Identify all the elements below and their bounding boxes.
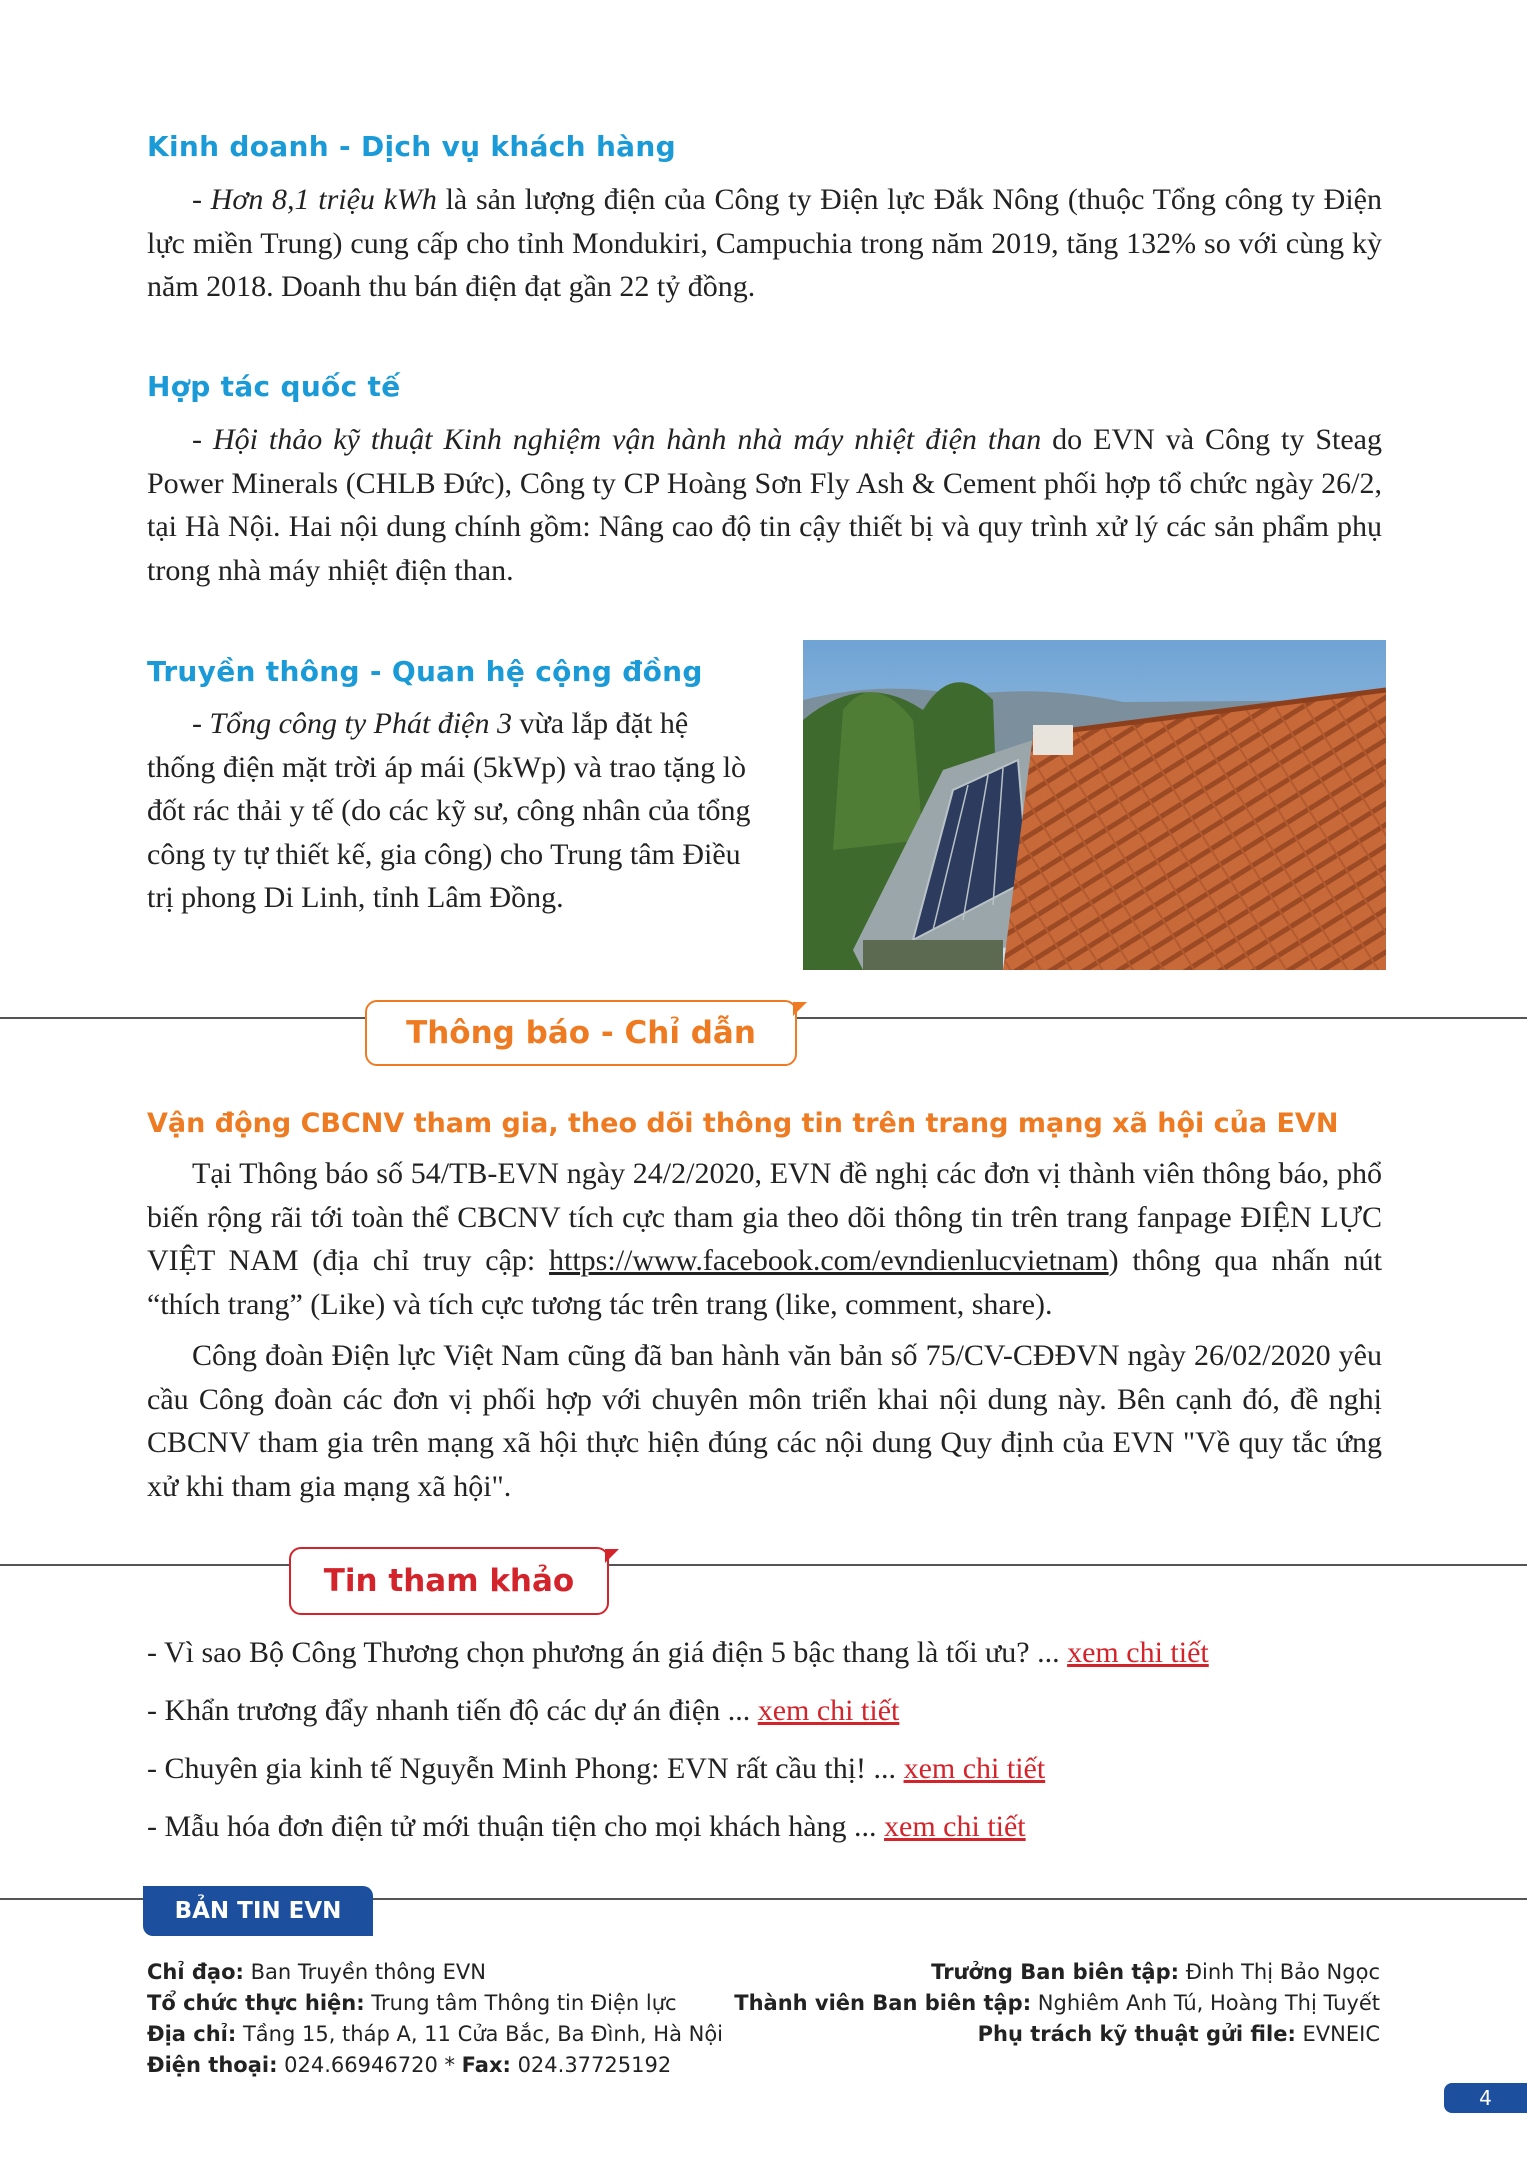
notice-p1-text: Tại Thông báo số 54/TB-EVN ngày 24/2/2020, EVN đề nghị các đơn vị thành viên thông báo, phổ biến rộng rãi tới toàn thể CBCNV tích cực tham gia theo dõi thông tin trên trang fanpage ĐIỆN LỰC VIỆT NAM (địa chỉ truy cập:	[147, 1157, 1382, 1277]
reference-tab	[289, 1547, 609, 1615]
footer-key: Fax:	[461, 2053, 511, 2077]
footer-value: Đinh Thị Bảo Ngọc	[1179, 1960, 1380, 1984]
communication-body: vừa lắp đặt hệ thống điện mặt trời áp mái (5kWp) và trao tặng lò đốt rác thải y tế (do các kỹ sư, công nhân của tổng công ty tự thiết kế, gia công) cho Trung tâm Điều trị phong Di Linh, tỉnh Lâm Đồng.	[147, 707, 751, 914]
reference-detail-link[interactable]: xem chi tiết	[757, 1694, 900, 1727]
reference-item-text: - Khẩn trương đẩy nhanh tiến độ các dự án điện ...	[147, 1694, 758, 1727]
footer-line	[147, 1988, 723, 2019]
notice-heading: Vận động CBCNV tham gia, theo dõi thông tin trên trang mạng xã hội của EVN	[147, 1108, 1339, 1139]
footer-line	[147, 1957, 723, 1988]
footer-line	[734, 1988, 1380, 2019]
reference-detail-link[interactable]: xem chi tiết	[903, 1752, 1046, 1785]
notice-tab-corner	[793, 1002, 807, 1016]
footer-key: Phụ trách kỹ thuật gửi file:	[977, 2022, 1296, 2046]
solar-roof-photo	[803, 640, 1386, 970]
international-body: do EVN và Công ty Steag Power Minerals (CHLB Đức), Công ty CP Hoàng Sơn Fly Ash & Cement phối hợp tổ chức ngày 26/2, tại Hà Nội. Hai nội dung chính gồm: Nâng cao độ tin cậy thiết bị và quy trình xử lý các sản phẩm phụ trong nhà máy nhiệt điện than.	[147, 423, 1383, 587]
footer-key: Địa chỉ:	[147, 2022, 237, 2046]
footer-value: Trung tâm Thông tin Điện lực	[364, 1991, 677, 2015]
footer-left	[147, 1957, 723, 2081]
notice-tab	[365, 1000, 797, 1066]
footer-line	[734, 2019, 1380, 2050]
communication-paragraph	[147, 702, 759, 920]
footer-key: Thành viên Ban biên tập:	[734, 1991, 1032, 2015]
notice-tab-label: Thông báo - Chỉ dẫn	[406, 1015, 756, 1051]
footer-key: Chỉ đạo:	[147, 1960, 244, 1984]
communication-lead: - Tổng công ty Phát điện 3	[192, 707, 512, 740]
footer-value: Tầng 15, tháp A, 11 Cửa Bắc, Ba Đình, Hà Nội	[236, 2022, 724, 2046]
footer-value: EVNEIC	[1295, 2022, 1380, 2046]
reference-item	[147, 1752, 1045, 1786]
notice-paragraph-1	[147, 1152, 1382, 1326]
business-body: là sản lượng điện của Công ty Điện lực Đắk Nông (thuộc Tổng công ty Điện lực miền Trung) cung cấp cho tỉnh Mondukiri, Campuchia trong năm 2019, tăng 132% so với cùng kỳ năm 2018. Doanh thu bán điện đạt gần 22 tỷ đồng.	[147, 183, 1382, 303]
reference-detail-link[interactable]: xem chi tiết	[1067, 1636, 1209, 1669]
footer-key: Tổ chức thực hiện:	[147, 1991, 365, 2015]
footer-value: Ban Truyền thông EVN	[243, 1960, 486, 1984]
footer-line	[147, 2050, 723, 2081]
reference-tab-label: Tin tham khảo	[323, 1563, 575, 1599]
business-paragraph	[147, 178, 1382, 309]
section-heading-communication: Truyền thông - Quan hệ cộng đồng	[147, 655, 703, 688]
reference-detail-link[interactable]: xem chi tiết	[884, 1810, 1026, 1843]
notice-paragraph-2: Công đoàn Điện lực Việt Nam cũng đã ban hành văn bản số 75/CV-CĐĐVN ngày 26/02/2020 yêu cầu Công đoàn các đơn vị phối hợp với chuyên môn triển khai nội dung này. Bên cạnh đó, đề nghị CBCNV tham gia trên mạng xã hội thực hiện đúng các nội dung Quy định của EVN "Về quy tắc ứng xử khi tham gia mạng xã hội".	[147, 1339, 1382, 1503]
footer-right	[734, 1957, 1380, 2050]
footer-value: 024.37725192	[510, 2053, 672, 2077]
reference-tab-corner	[605, 1549, 619, 1563]
business-lead: - Hơn 8,1 triệu kWh	[192, 183, 437, 216]
newsletter-tab: BẢN TIN EVN	[143, 1886, 373, 1936]
section-heading-international: Hợp tác quốc tế	[147, 370, 401, 403]
reference-item-text: - Vì sao Bộ Công Thương chọn phương án giá điện 5 bậc thang là tối ưu? ...	[147, 1636, 1068, 1669]
section-heading-business: Kinh doanh - Dịch vụ khách hàng	[147, 130, 676, 163]
footer-key: Điện thoại:	[147, 2053, 278, 2077]
reference-item-text: - Chuyên gia kinh tế Nguyễn Minh Phong: EVN rất cầu thị! ...	[147, 1752, 904, 1785]
solar-roof-illustration	[803, 640, 1386, 970]
reference-item	[147, 1694, 899, 1728]
footer-line	[147, 2019, 723, 2050]
reference-item	[147, 1810, 1026, 1844]
footer-value: Nghiêm Anh Tú, Hoàng Thị Tuyết	[1031, 1991, 1380, 2015]
footer-value: 024.66946720 *	[277, 2053, 462, 2077]
international-lead: - Hội thảo kỹ thuật Kinh nghiệm vận hành nhà máy nhiệt điện than	[192, 423, 1042, 456]
reference-divider	[0, 1564, 1527, 1566]
fanpage-link[interactable]: https://www.facebook.com/evndienlucvietnam	[549, 1244, 1109, 1277]
international-paragraph	[147, 418, 1382, 592]
page-number: 4	[1444, 2083, 1527, 2113]
reference-item-text: - Mẫu hóa đơn điện tử mới thuận tiện cho mọi khách hàng ...	[147, 1810, 885, 1843]
footer-key: Trưởng Ban biên tập:	[931, 1960, 1180, 1984]
footer-line	[734, 1957, 1380, 1988]
notice-p1-after: ) thông qua nhấn nút “thích trang” (Like) và tích cực tương tác trên trang (like, comment, share).	[147, 1244, 1382, 1321]
reference-item	[147, 1636, 1209, 1670]
